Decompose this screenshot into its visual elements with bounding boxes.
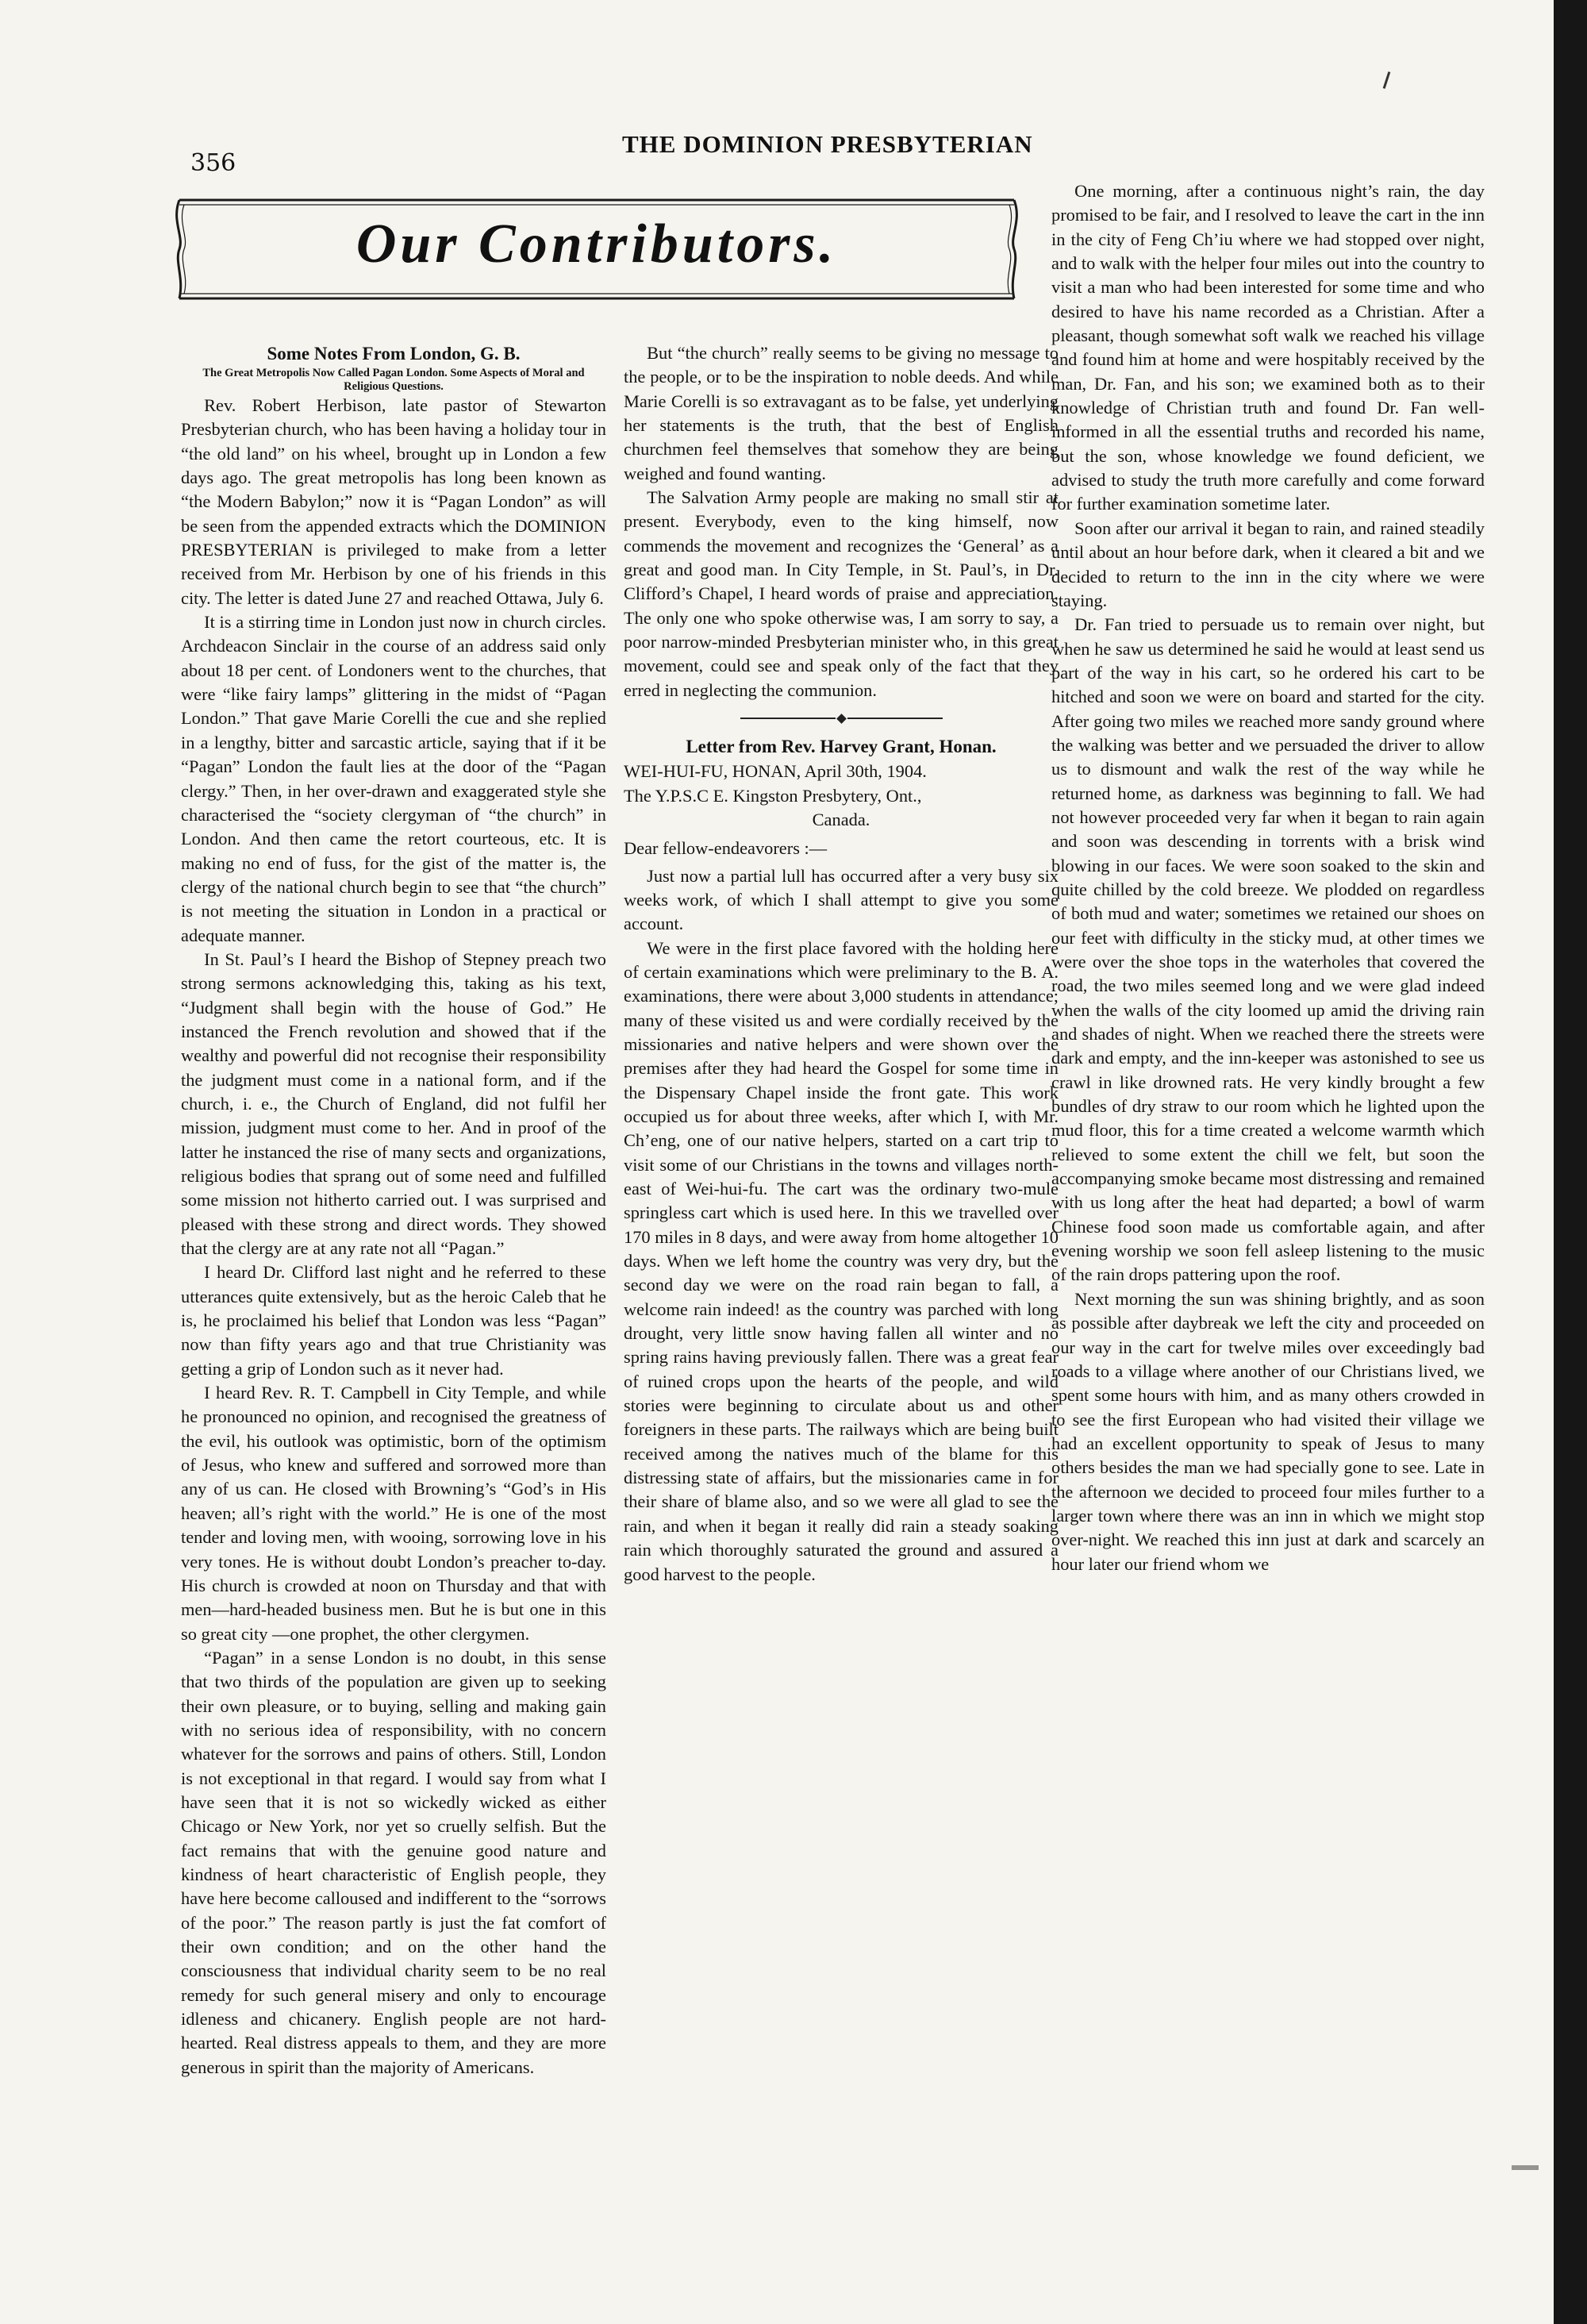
column-3 xyxy=(1051,179,1485,1576)
paragraph: Rev. Robert Herbison, late pastor of Stewarton Presbyterian church, who has been having a holiday tour in “the old land” on his wheel, brought up in London a few days ago. The great metropolis has long been known as “the Modern Babylon;” now it is “Pagan London” as will be seen from the appended extracts which the DOMINION PRESBYTERIAN is privileged to make from a letter received from Mr. Herbison by one of his friends in this city. The letter is dated June 27 and reached Ottawa, July 6. xyxy=(181,395,606,608)
salutation: Dear fellow-endeavorers :— xyxy=(624,838,828,859)
page-number: 356 xyxy=(190,149,236,177)
article-heading: Letter from Rev. Harvey Grant, Honan. xyxy=(686,737,997,757)
section-banner xyxy=(173,189,1020,310)
paragraph: The Salvation Army people are making no small stir at present. Everybody, even to the king himself, now commends the movement and recognizes the ‘General’ as a great and good man. In City Temple, in St. Paul’s, in Dr. Clifford’s Chapel, I heard words of praise and appreciation. The only one who spoke otherwise was, I am sorry to say, a poor narrow-minded Presbyterian minister who, in this great movement, could see and speak only of the fact that they erred in neglecting the communion. xyxy=(624,487,1059,700)
column-1 xyxy=(181,341,606,2080)
paragraph: I heard Dr. Clifford last night and he referred to these utterances quite extensively, but as the heroic Caleb that he is, he proclaimed his belief that London was less “Pagan” now than fifty years ago and that true Christianity was getting a grip of London such as it never had. xyxy=(181,1262,606,1379)
address-country: Canada. xyxy=(812,809,870,829)
address-line: The Y.P.S.C E. Kingston Presbytery, Ont., xyxy=(624,785,922,806)
paragraph: It is a stirring time in London just now in church circles. Archdeacon Sinclair in the course of an address said only about 18 per cent. of Londoners went to the churches, that were “like fairy lamps” glittering in the midst of “Pagan London.” That gave Marie Corelli the cue and she replied in a lengthy, bitter and sarcastic article, saying that if it be “Pagan” London the fault lies at the door of the “Pagan clergy.” Then, in her over-drawn and exaggerated style she characterised the “society clergyman of “the church” in London. And then came the retort courteous, etc. It is making no end of fuss, for the gist of the matter is, the clergy of the national church begin to see that “the church” is not meeting the situation in London in a practical or adequate manner. xyxy=(181,612,606,945)
paragraph: “Pagan” in a sense London is no doubt, in this sense that two thirds of the population are given up to seeking their own pleasure, or to buying, selling and making gain with no serious idea of responsibility, with no concern whatever for the sorrows and pains of others. Still, London is not exceptional in that regard. I would say from what I have seen that it is not so wickedly wicked as either Chicago or New York, nor yet so cruelly selfish. But the fact remains that with the genuine good nature and kindness of heart characteristic of English people, they have here become calloused and indifferent to the “sorrows of the poor.” The reason partly is just the fat comfort of their own condition; and on the other hand the consciousness that individual charity seem to be no real remedy for such general misery and only to encourage idleness and chicanery. English people are not hard-hearted. Real distress appeals to them, and they are more generous in spirit than the majority of Americans. xyxy=(181,1647,606,2077)
paragraph: Soon after our arrival it began to rain, and rained steadily until about an hour before dark, when it cleared a bit and we decided to return to the inn in the city where we were staying. xyxy=(1051,518,1485,610)
article-heading: Some Notes From London, G. B. xyxy=(267,344,521,364)
article-subheading: The Great Metropolis Now Called Pagan London. Some Aspects of Moral and Religious Questions. xyxy=(202,367,585,393)
paragraph: I heard Rev. R. T. Campbell in City Temple, and while he pronounced no opinion, and recognised the greatness of the evil, his outlook was optimistic, born of the optimism of Jesus, who knew and suffered and sorrowed more than any of us can. He closed with Browning’s “God’s in His heaven; all’s right with the world.” He is one of the most tender and loving men, with wooing, sorrowing love in his very tones. He is without doubt London’s preacher to-day. His church is crowded at noon on Thursday and that with men—hard-headed business men. But he is but one in this so great city —one prophet, the other clergymen. xyxy=(181,1383,606,1644)
running-title: THE DOMINION PRESBYTERIAN xyxy=(622,130,1033,158)
ink-mark xyxy=(1383,71,1391,89)
paragraph: But “the church” really seems to be giving no message to the people, or to be the inspiration to noble deeds. And while Marie Corelli is so extravagant as to be false, yet underlying her statements is the truth, that the best of English churchmen feel themselves that somehow they are being weighed and found wanting. xyxy=(624,343,1059,483)
dateline xyxy=(624,760,1059,783)
column-2 xyxy=(624,341,1059,1587)
article-divider xyxy=(624,702,1059,734)
paragraph: One morning, after a continuous night’s rain, the day promised to be fair, and I resolved to leave the cart in the inn in the city of Feng Ch’iu where we had stopped over night, and to walk with the helper four miles out into the country to visit a man who had been interested for some time and who desired to have his name recorded as a Christian. After a pleasant, though somewhat soft walk we reached his village and found him at home and were hospitably received by the man, Dr. Fan, and his son; we examined both as to their knowledge of Christian truth and found Dr. Fan well-informed in all the essential truths and recorded his name, but the son, whose knowledge we found deficient, we advised to study the truth more carefully and come forward for further examination sometime later. xyxy=(1051,181,1485,514)
dateline-date: April 30th, 1904. xyxy=(804,761,927,782)
dateline-place: WEI-HUI-FU, HONAN, xyxy=(624,761,801,782)
paragraph: Dr. Fan tried to persuade us to remain over night, but when he saw us determined he said he would at least send us part of the way in his cart, so he ordered his cart to be hitched and soon we were on board and started for the city. After going two miles we reached more sandy ground where the walking was better and we persuaded the driver to allow us to dismount and walk the rest of the way while he returned home, as darkness was beginning to fall. We had not however proceeded very far when it began to rain again and soon was descending in torrents with a brisk wind blowing in our faces. We were soon soaked to the skin and quite chilled by the cold breeze. We plodded on regardless of both mud and water; sometimes we retained our shoes on our feet with difficulty in the sticky mud, at other times we were over the shoe tops in the waterholes that covered the road, the two miles seemed long and we were glad indeed when the walls of the city loomed up amid the driving rain and shades of night. When we reached there the streets were dark and empty, and the inn-keeper was astonished to see us crawl in like drowned rats. He very kindly brought a few bundles of dry straw to our room which he lighted upon the mud floor, this for a time created a welcome warmth which relieved to some extent the chill we felt, but soon the accompanying smoke became most distressing and remained with us long after the heat had departed; a bowl of warm Chinese food soon made us comfortable again, and after evening worship we soon fell asleep listening to the music of the rain drops pattering upon the roof. xyxy=(1051,614,1485,1285)
paragraph: We were in the first place favored with the holding here of certain examinations which were preliminary to the B. A. examinations, there were about 3,000 students in attendance; many of these visited us and were cordially received by the missionaries and native helpers and were shown over the premises after they had heard the Gospel for some time in the Dispensary Chapel inside the front gate. This work occupied us for about three weeks, after which I, with Mr. Ch’eng, one of our native helpers, started on a cart trip to visit some of our Christians in the towns and villages north-east of Wei-hui-fu. The cart was the ordinary two-mule springless cart which is used here. In this we travelled over 170 miles in 8 days, and were away from home altogether 10 days. When we left home the country was very dry, but the second day we were on the road rain began to fall, a welcome rain indeed! as the country was parched with long drought, very little snow having fallen all winter and no spring rains having previously fallen. There was a great fear of ruined crops upon the hearts of the people, and wild stories were beginning to circulate about us and other foreigners in these parts. The railways which are being built received among the natives much of the blame for this distressing state of affairs, but the missionaries came in for their share of blame also, and so we were all glad to see the rain, and when it began it really did rain a steady soaking rain which thoroughly saturated the ground and assured a good harvest to the people. xyxy=(624,937,1059,1584)
section-title: Our Contributors. xyxy=(355,214,838,275)
ink-mark xyxy=(1512,2165,1539,2170)
paragraph: Just now a partial lull has occurred after a very busy six weeks work, of which I shall attempt to give you some account. xyxy=(624,865,1059,934)
paragraph: Next morning the sun was shining brightly, and as soon as possible after daybreak we left the city and proceeded on our way in the cart for twelve miles over exceedingly bad roads to a village where another of our Christians lived, we spent some hours with him, and as many others crowded in to see the first European who had visited their village we had an excellent opportunity to speak of Jesus to many others besides the man we had specially gone to see. Late in the afternoon we decided to proceed four miles further to a larger town where there was an inn in which we might stop over-night. We reached this inn just at dark and scarcely an hour later our friend whom we xyxy=(1051,1288,1485,1574)
scan-edge xyxy=(1554,0,1587,2324)
paragraph: In St. Paul’s I heard the Bishop of Stepney preach two strong sermons acknowledging this, taking as his text, “Judgment shall begin with the house of God.” He instanced the French revolution and showed that if the wealthy and powerful did not recognise their responsibility the judgment must come in a national form, and if the church, i. e., the Church of England, did not fulfil her mission, judgment must come to her. And in proof of the latter he instanced the rise of many sects and organizations, religious bodies that sprang out of some need and fulfilled some mission not hitherto carried out. I was surprised and pleased with these strong and direct words. They showed that the clergy are at any rate not all “Pagan.” xyxy=(181,948,606,1259)
